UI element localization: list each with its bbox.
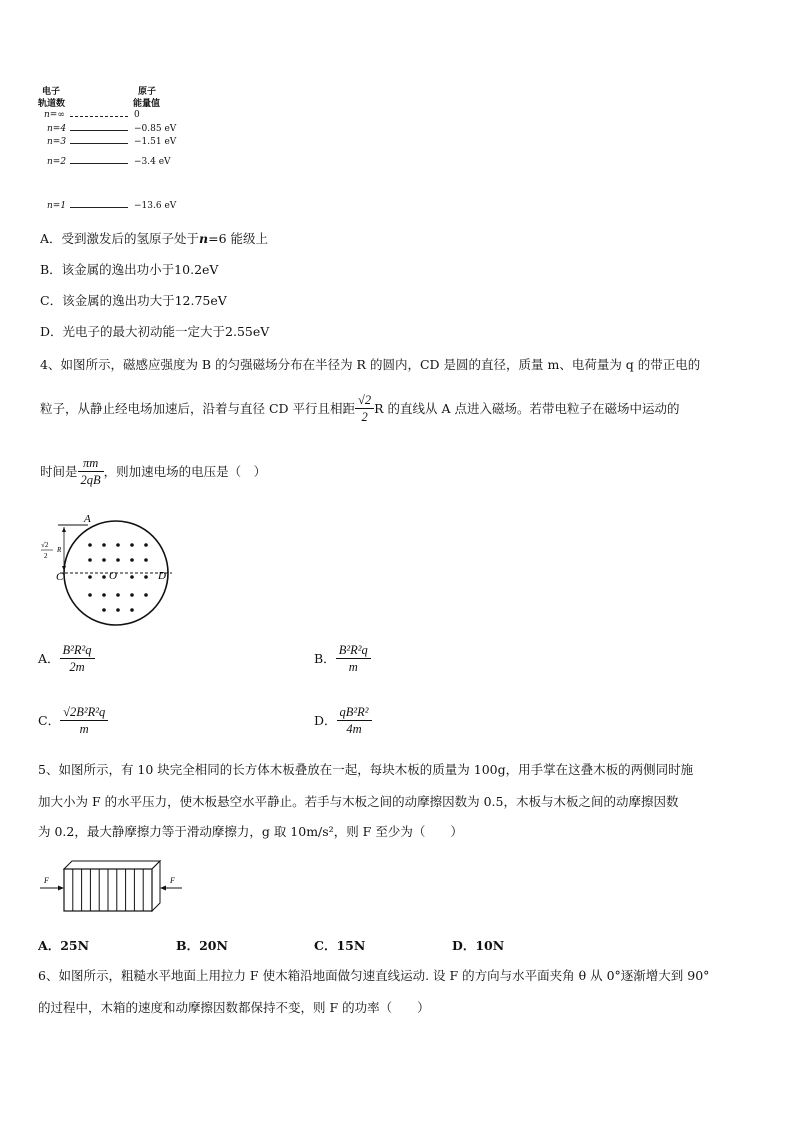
q3-option-b: B．该金属的逸出功小于10.2eV: [40, 262, 219, 277]
level-line-2: [70, 163, 128, 164]
q4-line-3-post: ，则加速电场的电压是（ ）: [103, 464, 267, 479]
q4-distance-fraction: [355, 392, 374, 425]
q5-option-c: C．15N: [314, 938, 366, 953]
q5-option-d: D．10N: [452, 938, 505, 953]
distance-arrow-top: [62, 527, 66, 532]
q4-line-2-pre: 粒子，从静止经电场加速后，沿着与直径 CD 平行且相距: [40, 401, 356, 416]
q4-option-c-den: m: [79, 721, 89, 736]
label-sqrt2: √2: [41, 541, 49, 549]
q3-option-d: D．光电子的最大初动能一定大于2.55eV: [40, 324, 270, 339]
q4-line-3-pre: 时间是: [40, 464, 78, 479]
diagram-col-left-2: 轨道数: [38, 99, 66, 109]
level-energy-inf: 0: [134, 110, 140, 120]
level-line-4: [70, 130, 128, 131]
energy-level-diagram: [38, 82, 188, 217]
label-two: 2: [44, 552, 48, 560]
label-d: D: [158, 570, 166, 582]
q4-option-a-label: A．: [38, 651, 60, 666]
q4-option-b-den: m: [348, 659, 358, 674]
level-label-2: n=2: [47, 157, 67, 167]
level-line-1: [70, 207, 128, 208]
q4-time-den: 2qB: [80, 472, 101, 487]
stack-side-face: [152, 861, 160, 911]
q3-option-a-var: n: [199, 231, 209, 246]
diagram-col-right-1: 原子: [138, 87, 157, 97]
q4-option-d: [314, 700, 372, 740]
q4-option-b-label: B．: [314, 651, 336, 666]
board-stack-figure: [36, 855, 186, 915]
magnetic-field-circle-figure: [38, 510, 188, 640]
q3-option-c: C．该金属的逸出功大于12.75eV: [40, 293, 227, 308]
q4-option-c-frac: [60, 704, 108, 737]
q4-option-b: [314, 638, 371, 678]
q6-line-1: 6、如图所示，粗糙水平地面上用拉力 F 使木箱沿地面做匀速直线运动. 设 F 的方向与水平面夹角 θ 从 0°逐渐增大到 90°: [38, 968, 710, 983]
level-line-inf: [70, 116, 128, 117]
q4-option-d-frac: [337, 704, 372, 737]
label-a: A: [84, 513, 91, 525]
q4-option-a: [38, 638, 95, 678]
q4-distance-num: √2: [355, 392, 374, 409]
q6-line-2: 的过程中，木箱的速度和动摩擦因数都保持不变，则 F 的功率（ ）: [38, 1000, 430, 1015]
q5-option-b: B．20N: [176, 938, 228, 953]
q4-option-b-num: B²R²q: [336, 642, 371, 659]
level-label-inf: n=∞: [44, 110, 65, 120]
q4-option-b-frac: [336, 642, 371, 675]
q4-option-d-num: qB²R²: [337, 704, 372, 721]
q4-line-3: [40, 451, 266, 491]
q3-option-a: [40, 229, 268, 247]
q4-line-1: 4、如图所示，磁感应强度为 B 的匀强磁场分布在半径为 R 的圆内，CD 是圆的直径，质量 m、电荷量为 q 的带正电的: [40, 357, 701, 372]
level-label-3: n=3: [47, 137, 67, 147]
level-line-3: [70, 143, 128, 144]
field-dots: [88, 543, 148, 612]
label-o: O: [109, 570, 117, 582]
force-arrowhead-right: [160, 886, 166, 891]
q5-option-a: A．25N: [38, 938, 90, 953]
level-energy-4: −0.85 eV: [134, 124, 177, 134]
diagram-col-right-2: 能量值: [133, 99, 161, 109]
stack-top-face: [64, 861, 160, 869]
q5-line-3: 为 0.2，最大静摩擦力等于滑动摩擦力，g 取 10m/s²，则 F 至少为（ ）: [38, 824, 463, 839]
label-c: C: [56, 571, 64, 583]
q4-time-fraction: [78, 455, 104, 488]
q3-option-a-text: A．受到激发后的氢原子处于: [40, 231, 200, 246]
diagram-col-left-1: 电子: [42, 87, 61, 97]
level-energy-2: −3.4 eV: [134, 157, 171, 167]
q3-option-a-tail: =6 能级上: [208, 231, 269, 246]
level-energy-1: −13.6 eV: [134, 201, 177, 211]
q4-option-d-den: 4m: [346, 721, 362, 736]
level-label-4: n=4: [47, 124, 67, 134]
level-label-1: n=1: [47, 201, 67, 211]
q4-option-c-num: √2B²R²q: [60, 704, 108, 721]
q4-line-2-post: R 的直线从 A 点进入磁场。若带电粒子在磁场中运动的: [374, 401, 680, 416]
label-f-left: F: [44, 876, 49, 885]
force-arrowhead-left: [58, 886, 64, 891]
level-energy-3: −1.51 eV: [134, 137, 177, 147]
q4-line-2: [40, 388, 680, 428]
q4-option-a-frac: [60, 642, 95, 675]
label-r: R: [57, 546, 62, 554]
q4-option-d-label: D．: [314, 713, 337, 728]
q4-option-a-den: 2m: [69, 659, 85, 674]
q5-line-2: 加大小为 F 的水平压力，使木板悬空水平静止。若手与木板之间的动摩擦因数为 0.5，木板与木板之间的动摩擦因数: [38, 794, 679, 809]
q4-option-c-label: C．: [38, 713, 61, 728]
q4-distance-den: 2: [361, 409, 368, 424]
q5-line-1: 5、如图所示，有 10 块完全相同的长方体木板叠放在一起，每块木板的质量为 100g，用手掌在这叠木板的两侧同时施: [38, 762, 694, 777]
q4-option-a-num: B²R²q: [60, 642, 95, 659]
q4-option-c: [38, 700, 108, 740]
q4-time-num: πm: [78, 455, 104, 472]
label-f-right: F: [170, 876, 175, 885]
